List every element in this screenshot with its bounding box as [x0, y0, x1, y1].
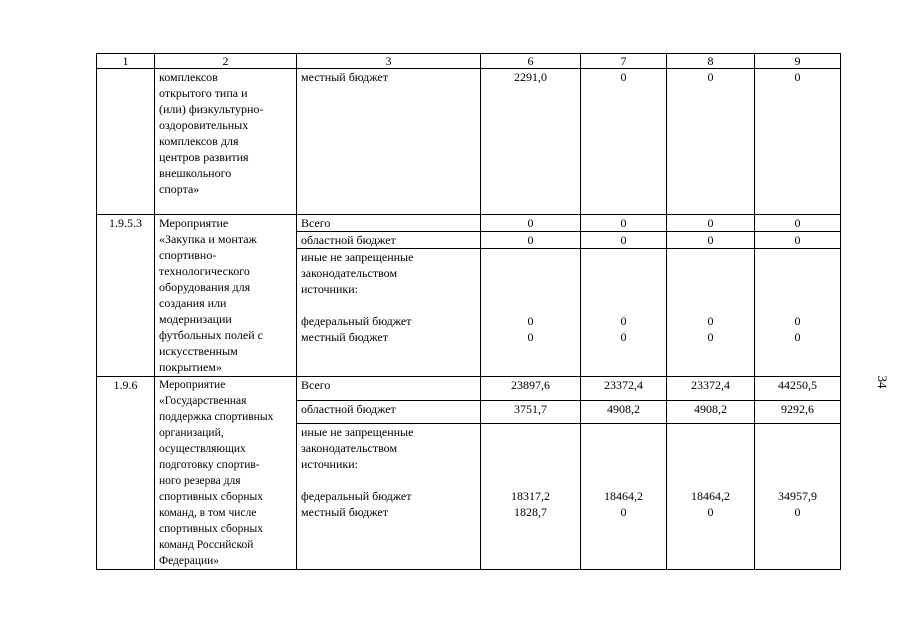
measure-name-cell: комплексов открытого типа и (или) физкультурно- оздоровительных комплексов для центров развития внешкольного спорта» [155, 69, 297, 215]
value-cell: 18464,2 0 [581, 424, 667, 570]
header-cell: 1 [97, 54, 155, 69]
page-number: 34 [875, 375, 890, 389]
code-cell: 1.9.6 [97, 377, 155, 570]
value-cell: 0 0 [667, 249, 755, 377]
header-cell: 8 [667, 54, 755, 69]
value-cell: 0 [667, 232, 755, 249]
value-cell: 0 [581, 232, 667, 249]
table-row [97, 215, 841, 232]
value-cell: 0 0 [581, 249, 667, 377]
table-row [97, 377, 841, 401]
header-cell: 3 [297, 54, 481, 69]
header-cell: 6 [481, 54, 581, 69]
value-cell: 18317,2 1828,7 [481, 424, 581, 570]
value-cell: 23897,6 [481, 377, 581, 401]
value-cell: 9292,6 [755, 400, 841, 424]
value-cell: 0 [581, 69, 667, 215]
value-cell: 0 [581, 215, 667, 232]
value-cell: 18464,2 0 [667, 424, 755, 570]
source-cell: местный бюджет [297, 69, 481, 215]
value-cell: 0 [755, 69, 841, 215]
source-cell: иные не запрещенные законодательством источники: федеральный бюджет местный бюджет [297, 424, 481, 570]
source-cell: областной бюджет [297, 400, 481, 424]
value-cell: 0 [481, 215, 581, 232]
budget-table [96, 53, 841, 570]
value-cell: 4908,2 [581, 400, 667, 424]
header-row [97, 54, 841, 69]
value-cell: 0 [667, 69, 755, 215]
value-cell: 0 [755, 232, 841, 249]
measure-name-cell: Мероприятие «Государственная поддержка спортивных организаций, осуществляющих подготовку спортив- ного резерва для спортивных сборных команд, в том числе спортивных сборных команд Российской Федерации» [155, 377, 297, 570]
value-cell: 23372,4 [667, 377, 755, 401]
header-cell: 9 [755, 54, 841, 69]
header-cell: 7 [581, 54, 667, 69]
value-cell: 23372,4 [581, 377, 667, 401]
value-cell: 44250,5 [755, 377, 841, 401]
code-cell [97, 69, 155, 215]
value-cell: 0 0 [755, 249, 841, 377]
value-cell: 0 [667, 215, 755, 232]
value-cell: 0 [755, 215, 841, 232]
value-cell: 0 [481, 232, 581, 249]
source-cell: областной бюджет [297, 232, 481, 249]
value-cell: 34957,9 0 [755, 424, 841, 570]
value-cell: 3751,7 [481, 400, 581, 424]
value-cell: 0 0 [481, 249, 581, 377]
code-cell: 1.9.5.3 [97, 215, 155, 377]
measure-name-cell: Мероприятие «Закупка и монтаж спортивно- технологического оборудования для создания или модернизации футбольных полей с искусственным покрытием» [155, 215, 297, 377]
source-cell: Всего [297, 377, 481, 401]
value-cell: 2291,0 [481, 69, 581, 215]
source-cell: Всего [297, 215, 481, 232]
source-cell: иные не запрещенные законодательством источники: федеральный бюджет местный бюджет [297, 249, 481, 377]
value-cell: 4908,2 [667, 400, 755, 424]
table-row [97, 69, 841, 215]
header-cell: 2 [155, 54, 297, 69]
